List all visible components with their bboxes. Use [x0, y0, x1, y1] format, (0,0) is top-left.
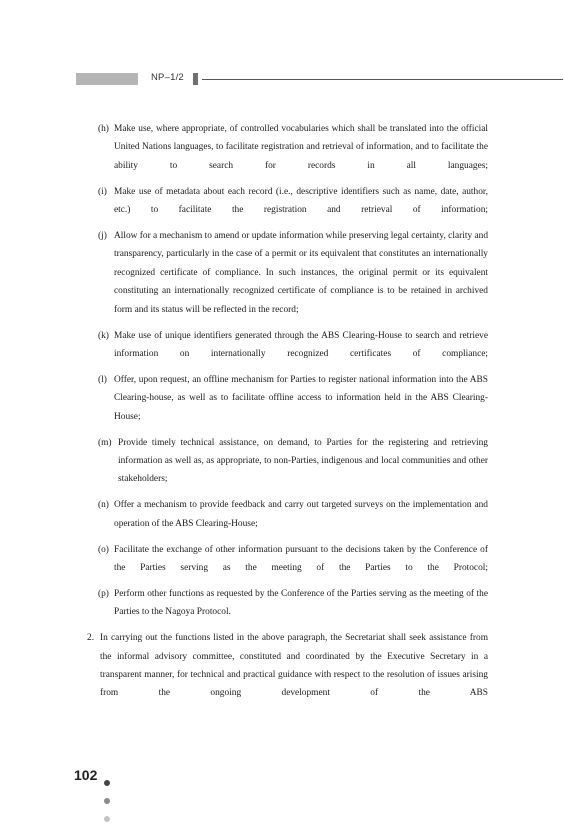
item-label: (h) [98, 124, 109, 134]
dot-dark [104, 780, 110, 786]
item-label: (n) [98, 500, 109, 511]
item-label: (p) [98, 588, 109, 599]
list-item-m [98, 434, 488, 489]
page-number: 102 [74, 767, 98, 783]
item-text: Make use, where appropriate, of controlled vocabularies which shall be translated into the official United Nations languages, to facilitate registration and retrieval of information, and to facilitate the ability to search for records in all languages; [114, 124, 488, 171]
header-marker [193, 73, 198, 85]
header-grey-bar [76, 73, 138, 85]
list-item-n [98, 496, 488, 533]
paragraph-number: 2. [87, 633, 95, 644]
page-footer [74, 767, 97, 783]
list-item-p [98, 585, 488, 622]
header-rule [202, 79, 563, 80]
item-label: (j) [98, 231, 107, 242]
item-text: Make use of metadata about each record (i.e., descriptive identifiers such as name, date, author, etc.) to facilitate the registration and retrieval of information; [114, 186, 488, 216]
item-text: Offer, upon request, an offline mechanism for Parties to register national information into the ABS Clearing-house, as well as to facilitate offline access to information held in the ABS Clearing-House; [114, 374, 488, 422]
paragraph-text: In carrying out the functions listed in the above paragraph, the Secretariat shall seek assistance from the informal advisory committee, constituted and coordinated by the Executive Secretary in a transparent manner, for technical and practical guidance with respect to the resolution of issues arising from the ongoing development of the ABS [100, 633, 488, 699]
dot-light [104, 816, 110, 822]
item-text: Make use of unique identifiers generated through the ABS Clearing-House to search and retrieve information on internationally recognized certificates of compliance; [114, 330, 488, 359]
item-label: (o) [98, 544, 109, 555]
body-text [0, 120, 564, 703]
item-text: Perform other functions as requested by the Conference of the Parties serving as the meeting of the Parties to the Nagoya Protocol. [114, 588, 488, 618]
item-text: Provide timely technical assistance, on demand, to Parties for the registering and retrieving information as well as, as appropriate, to non-Parties, indigenous and local communities and other stakeholders; [118, 437, 488, 485]
document-code: NP–1/2 [151, 72, 184, 83]
list-item-h [98, 120, 488, 175]
item-label: (l) [98, 374, 107, 385]
footer-dots [104, 773, 112, 827]
list-item-j [98, 227, 488, 319]
paragraph-2 [87, 629, 488, 703]
item-label: (i) [98, 186, 107, 197]
list-item-i [98, 183, 488, 220]
page-header [0, 71, 564, 87]
item-text: Facilitate the exchange of other information pursuant to the decisions taken by the Conference of the Parties serving as the meeting of the Parties to the Protocol; [114, 544, 488, 574]
item-text: Allow for a mechanism to amend or update information while preserving legal certainty, clarity and transparency, particularly in the case of a permit or its equivalent that constitutes an internationally recognized certificate of compliance. In such instances, the original permit or its equivalent constituting an internationally recognized certificate of compliance is to be retained in archived form and its status will be reflected in the record; [114, 231, 489, 315]
item-text: Offer a mechanism to provide feedback and carry out targeted surveys on the implementation and operation of the ABS Clearing-House; [114, 500, 488, 529]
dot-mid [104, 798, 110, 804]
list-item-l [98, 371, 488, 426]
item-label: (m) [98, 437, 112, 448]
list-item-o [98, 541, 488, 578]
item-label: (k) [98, 330, 109, 341]
list-item-k [98, 327, 488, 364]
